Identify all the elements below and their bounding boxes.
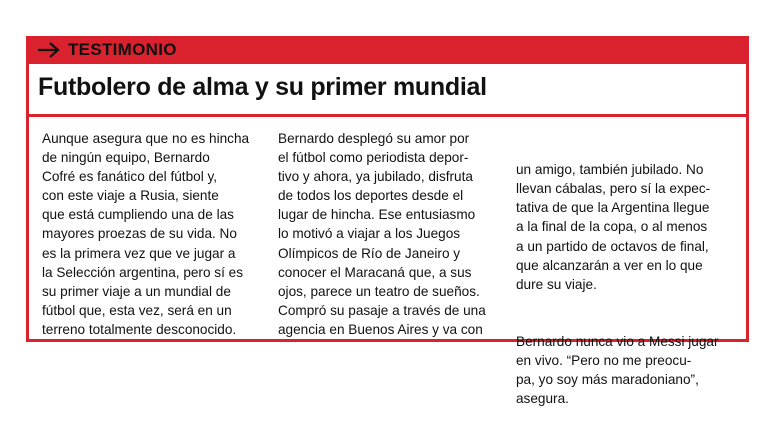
paragraph-2: Bernardo nunca vio a Messi jugar en vivo. “Pero no me preocu- pa, yo soy más maradoniano”, asegura. [516, 334, 719, 407]
text-column-2: Bernardo desplegó su amor por el fútbol como periodista depor- tivo y ahora, ya jubilado, disfruta de todos los deportes desde el lugar de hincha. Ese entusiasmo lo motivó a viajar a los Juegos Olímpicos de Río de Janeiro y conocer el Maracaná que, a sus ojos, parece un teatro de sueños. Compró su pasaje a través de una agencia en Buenos Aires y va con [278, 131, 486, 337]
section-label: TESTIMONIO [68, 40, 177, 59]
text-column-3 [516, 122, 738, 428]
header-divider [26, 114, 749, 117]
text-column-1: Aunque asegura que no es hincha de ningún equipo, Bernardo Cofré es fanático del fútbol y, con este viaje a Rusia, siente que está cumpliendo una de las mayores proezas de su vida. No es la primera vez que ve jugar a la Selección argentina, pero sí es su primer viaje a un mundial de fútbol que, esta vez, será en un terreno totalmente desconocido. [42, 131, 250, 337]
arrow-right-icon [36, 40, 62, 60]
section-header-bar [26, 36, 749, 64]
paragraph-1: un amigo, también jubilado. No llevan cábalas, pero sí la expec- tativa de que la Argentina llegue a la final de la copa, o al menos a un partido de octavos de final, que alcanzarán a ver en lo que dure su viaje. [516, 162, 711, 292]
article-headline: Futbolero de alma y su primer mundial [38, 73, 487, 101]
